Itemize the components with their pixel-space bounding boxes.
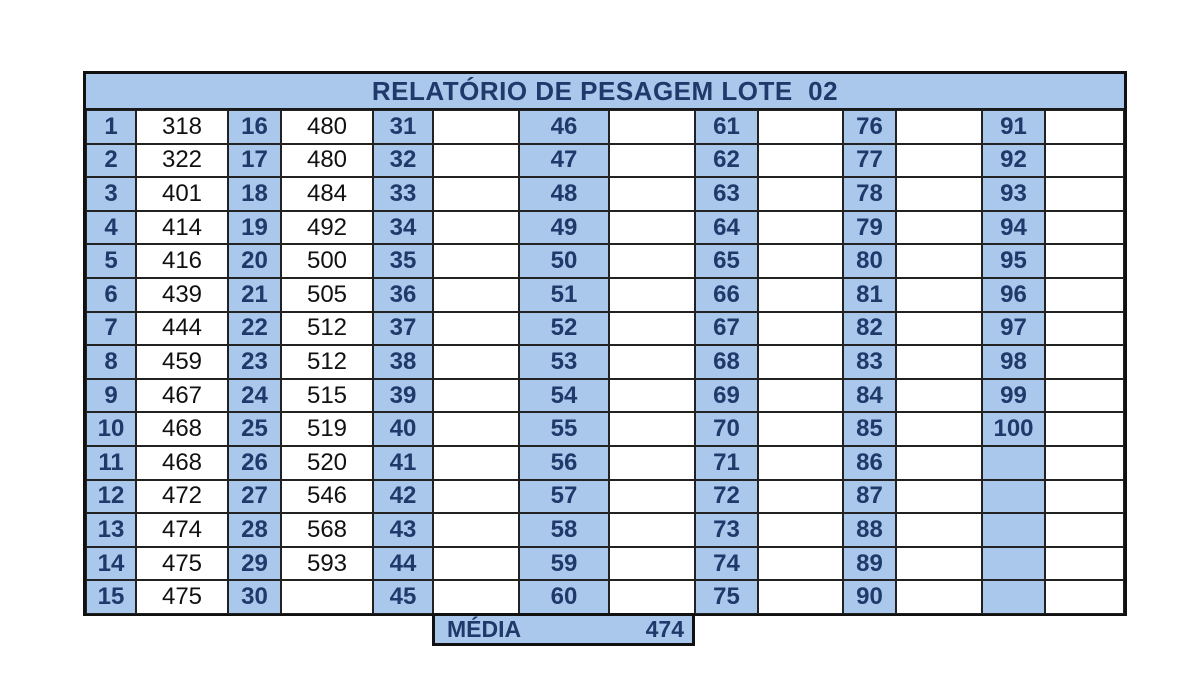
weight-value-cell [1045,345,1124,379]
weight-value-cell: 474 [136,513,228,547]
animal-number-cell: 33 [373,177,433,211]
weight-value-cell [1045,244,1124,278]
animal-number-cell [982,446,1045,480]
weight-value-cell [433,547,519,581]
weight-value-cell: 568 [281,513,373,547]
weight-value-cell [433,446,519,480]
animal-number-cell: 83 [843,345,896,379]
weight-value-cell [433,278,519,312]
weight-value-cell: 512 [281,345,373,379]
animal-number-cell: 82 [843,312,896,346]
animal-number-cell: 25 [228,412,281,446]
weight-value-cell [609,580,695,614]
animal-number-cell: 96 [982,278,1045,312]
animal-number-cell [982,480,1045,514]
weight-value-cell: 593 [281,547,373,581]
animal-number-cell: 13 [86,513,136,547]
weight-value-cell [896,345,982,379]
animal-number-cell: 67 [695,312,758,346]
weight-value-cell [1045,211,1124,245]
weight-value-cell [609,547,695,581]
weight-value-cell [758,513,843,547]
animal-number-cell: 50 [519,244,609,278]
animal-number-cell: 9 [86,379,136,413]
weight-value-cell [609,144,695,178]
weight-value-cell [609,278,695,312]
weight-value-cell [1045,547,1124,581]
animal-number-cell: 23 [228,345,281,379]
animal-number-cell: 27 [228,480,281,514]
animal-number-cell: 7 [86,312,136,346]
animal-number-cell: 74 [695,547,758,581]
weight-value-cell [433,312,519,346]
weight-value-cell [1045,144,1124,178]
weight-value-cell [1045,110,1124,144]
weight-value-cell [433,513,519,547]
weight-value-cell [896,312,982,346]
weight-value-cell [758,345,843,379]
animal-number-cell: 75 [695,580,758,614]
animal-number-cell: 57 [519,480,609,514]
weight-value-cell [896,513,982,547]
weight-value-cell: 480 [281,144,373,178]
weight-value-cell: 519 [281,412,373,446]
weight-value-cell [896,177,982,211]
weight-value-cell [758,244,843,278]
weight-value-cell [758,110,843,144]
animal-number-cell: 35 [373,244,433,278]
animal-number-cell: 99 [982,379,1045,413]
animal-number-cell: 85 [843,412,896,446]
animal-number-cell: 6 [86,278,136,312]
animal-number-cell: 52 [519,312,609,346]
animal-number-cell: 51 [519,278,609,312]
weight-value-cell [433,345,519,379]
weight-value-cell [896,547,982,581]
weight-value-cell [433,244,519,278]
weight-value-cell [896,446,982,480]
animal-number-cell: 60 [519,580,609,614]
animal-number-cell: 58 [519,513,609,547]
weight-value-cell [1045,278,1124,312]
weight-value-cell: 515 [281,379,373,413]
animal-number-cell: 55 [519,412,609,446]
animal-number-cell: 4 [86,211,136,245]
weight-value-cell [609,211,695,245]
weight-value-cell: 520 [281,446,373,480]
weight-value-cell [1045,177,1124,211]
animal-number-cell: 84 [843,379,896,413]
weight-value-cell: 468 [136,412,228,446]
weight-value-cell [896,580,982,614]
animal-number-cell: 22 [228,312,281,346]
weight-value-cell [609,345,695,379]
weight-value-cell: 414 [136,211,228,245]
weight-value-cell [896,211,982,245]
weight-value-cell: 401 [136,177,228,211]
weight-value-cell [609,312,695,346]
animal-number-cell: 86 [843,446,896,480]
weight-value-cell [1045,412,1124,446]
animal-number-cell: 3 [86,177,136,211]
animal-number-cell: 16 [228,110,281,144]
weight-value-cell [758,547,843,581]
weight-value-cell [433,412,519,446]
animal-number-cell: 63 [695,177,758,211]
animal-number-cell: 20 [228,244,281,278]
weight-value-cell: 500 [281,244,373,278]
weight-value-cell [896,244,982,278]
animal-number-cell: 88 [843,513,896,547]
weight-value-cell: 472 [136,480,228,514]
weight-value-cell: 512 [281,312,373,346]
weight-value-cell: 416 [136,244,228,278]
weight-value-cell: 475 [136,580,228,614]
weight-value-cell [1045,379,1124,413]
weight-value-cell [896,480,982,514]
weight-value-cell [1045,480,1124,514]
weight-value-cell [609,244,695,278]
animal-number-cell: 94 [982,211,1045,245]
weight-value-cell [758,278,843,312]
animal-number-cell: 19 [228,211,281,245]
animal-number-cell: 81 [843,278,896,312]
weight-value-cell [433,379,519,413]
animal-number-cell: 72 [695,480,758,514]
weight-value-cell [609,513,695,547]
animal-number-cell: 76 [843,110,896,144]
animal-number-cell: 80 [843,244,896,278]
animal-number-cell: 100 [982,412,1045,446]
animal-number-cell: 18 [228,177,281,211]
animal-number-cell: 49 [519,211,609,245]
animal-number-cell: 92 [982,144,1045,178]
weight-value-cell [896,278,982,312]
animal-number-cell: 42 [373,480,433,514]
weight-value-cell [758,480,843,514]
animal-number-cell: 46 [519,110,609,144]
animal-number-cell: 69 [695,379,758,413]
animal-number-cell: 11 [86,446,136,480]
animal-number-cell: 91 [982,110,1045,144]
weighing-report-table [83,71,1127,616]
weight-value-cell [758,312,843,346]
weight-value-cell: 467 [136,379,228,413]
animal-number-cell: 34 [373,211,433,245]
weight-value-cell [1045,580,1124,614]
animal-number-cell [982,580,1045,614]
animal-number-cell [982,547,1045,581]
animal-number-cell: 30 [228,580,281,614]
animal-number-cell: 97 [982,312,1045,346]
animal-number-cell: 47 [519,144,609,178]
weight-value-cell [758,446,843,480]
weight-value-cell [758,211,843,245]
animal-number-cell: 17 [228,144,281,178]
weight-value-cell: 444 [136,312,228,346]
animal-number-cell: 44 [373,547,433,581]
animal-number-cell: 48 [519,177,609,211]
animal-number-cell [982,513,1045,547]
animal-number-cell: 95 [982,244,1045,278]
animal-number-cell: 1 [86,110,136,144]
animal-number-cell: 66 [695,278,758,312]
animal-number-cell: 45 [373,580,433,614]
animal-number-cell: 38 [373,345,433,379]
animal-number-cell: 89 [843,547,896,581]
animal-number-cell: 70 [695,412,758,446]
weight-value-cell [896,412,982,446]
animal-number-cell: 15 [86,580,136,614]
weight-value-cell [609,480,695,514]
weight-value-cell [1045,513,1124,547]
animal-number-cell: 12 [86,480,136,514]
weight-value-cell: 322 [136,144,228,178]
weight-value-cell: 475 [136,547,228,581]
weight-value-cell [758,144,843,178]
animal-number-cell: 39 [373,379,433,413]
weight-value-cell [433,211,519,245]
weight-value-cell: 492 [281,211,373,245]
animal-number-cell: 73 [695,513,758,547]
report-title: RELATÓRIO DE PESAGEM LOTE 02 [86,74,1124,110]
weight-value-cell [433,580,519,614]
animal-number-cell: 5 [86,244,136,278]
animal-number-cell: 2 [86,144,136,178]
animal-number-cell: 62 [695,144,758,178]
animal-number-cell: 21 [228,278,281,312]
animal-number-cell: 24 [228,379,281,413]
animal-number-cell: 31 [373,110,433,144]
weight-value-cell [896,379,982,413]
weight-value-cell: 546 [281,480,373,514]
animal-number-cell: 56 [519,446,609,480]
animal-number-cell: 90 [843,580,896,614]
weight-value-cell [281,580,373,614]
weight-value-cell [758,412,843,446]
animal-number-cell: 87 [843,480,896,514]
weight-value-cell: 439 [136,278,228,312]
weight-value-cell [433,480,519,514]
animal-number-cell: 41 [373,446,433,480]
weight-value-cell: 318 [136,110,228,144]
animal-number-cell: 10 [86,412,136,446]
weight-value-cell [433,110,519,144]
animal-number-cell: 14 [86,547,136,581]
weight-value-cell [758,580,843,614]
weight-value-cell: 505 [281,278,373,312]
animal-number-cell: 93 [982,177,1045,211]
weight-value-cell [896,110,982,144]
animal-number-cell: 43 [373,513,433,547]
weight-value-cell: 480 [281,110,373,144]
weight-value-cell: 484 [281,177,373,211]
weight-value-cell [896,144,982,178]
animal-number-cell: 28 [228,513,281,547]
weight-value-cell: 468 [136,446,228,480]
animal-number-cell: 53 [519,345,609,379]
weight-value-cell [1045,312,1124,346]
animal-number-cell: 37 [373,312,433,346]
average-box [432,613,695,646]
weight-value-cell [609,412,695,446]
animal-number-cell: 77 [843,144,896,178]
weight-value-cell [433,144,519,178]
average-value: 474 [645,616,684,642]
weight-value-cell: 459 [136,345,228,379]
animal-number-cell: 32 [373,144,433,178]
animal-number-cell: 79 [843,211,896,245]
animal-number-cell: 71 [695,446,758,480]
animal-number-cell: 64 [695,211,758,245]
animal-number-cell: 36 [373,278,433,312]
animal-number-cell: 61 [695,110,758,144]
animal-number-cell: 40 [373,412,433,446]
animal-number-cell: 65 [695,244,758,278]
weight-value-cell [609,110,695,144]
animal-number-cell: 68 [695,345,758,379]
weight-value-cell [758,177,843,211]
animal-number-cell: 26 [228,446,281,480]
animal-number-cell: 29 [228,547,281,581]
weight-value-cell [433,177,519,211]
animal-number-cell: 98 [982,345,1045,379]
weight-value-cell [609,379,695,413]
animal-number-cell: 78 [843,177,896,211]
animal-number-cell: 54 [519,379,609,413]
weight-value-cell [609,446,695,480]
animal-number-cell: 59 [519,547,609,581]
weight-value-cell [609,177,695,211]
animal-number-cell: 8 [86,345,136,379]
weight-value-cell [1045,446,1124,480]
weight-value-cell [758,379,843,413]
average-label: MÉDIA [447,616,522,642]
